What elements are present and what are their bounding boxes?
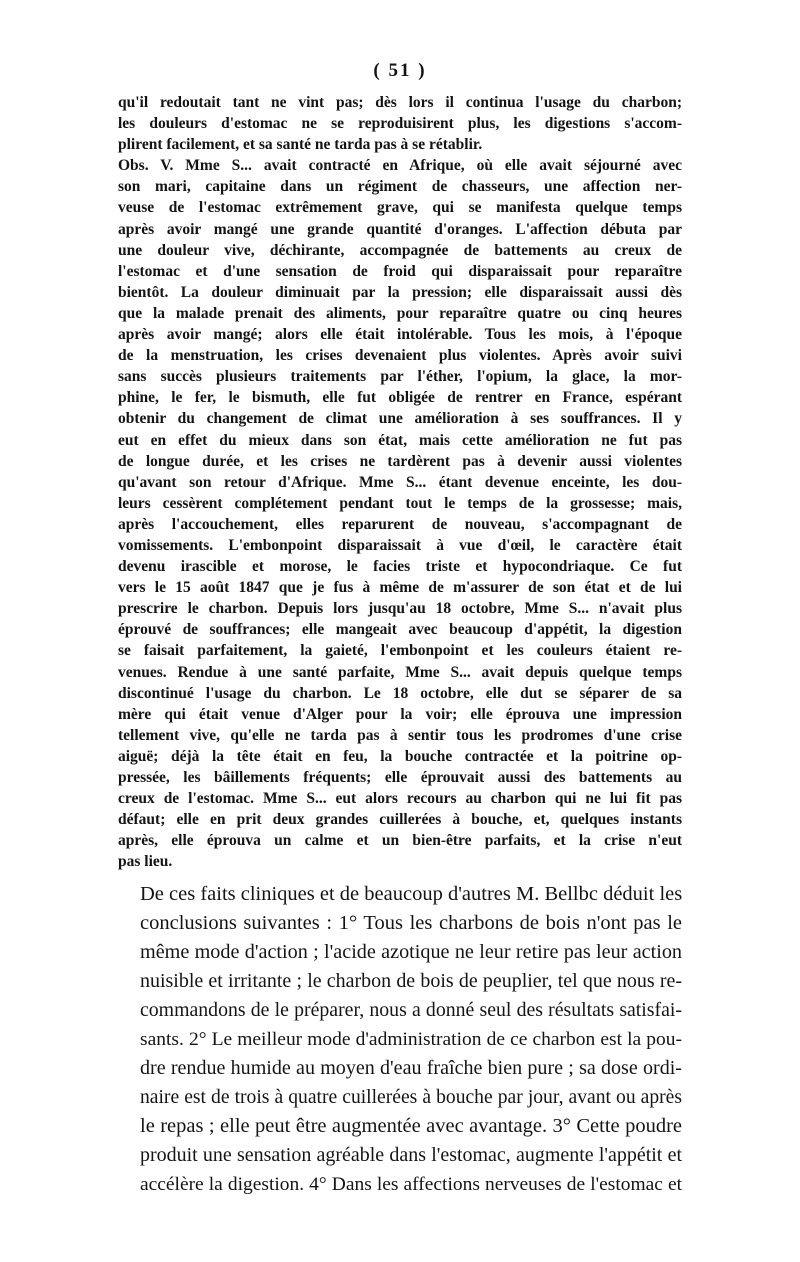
text-line: sans succès plusieurs traitements par l'éther, l'opium, la glace, la mor- bbox=[118, 368, 682, 386]
text-line: de longue durée, et les crises ne tardèrent pas à devenir aussi violentes bbox=[118, 452, 682, 470]
text-line: mère qui était venue d'Alger pour la voir; elle éprouva une impression bbox=[118, 705, 682, 723]
text-line: sants. 2° Le meilleur mode d'administration de ce charbon est la pou- bbox=[140, 1029, 682, 1051]
text-line: nuisible et irritante ; le charbon de bois de peuplier, tel que nous re- bbox=[140, 970, 682, 993]
text-line: devenu irascible et morose, le facies triste et hypocondriaque. Ce fut bbox=[118, 558, 682, 576]
text-line: qu'il redoutait tant ne vint pas; dès lors il continua l'usage du charbon; bbox=[118, 94, 682, 111]
text-line: vomissements. L'embonpoint disparaissait à vue d'œil, le caractère était bbox=[118, 536, 682, 554]
text-line: conclusions suivantes : 1° Tous les charbons de bois n'ont pas le bbox=[140, 912, 682, 935]
observation-paragraph bbox=[118, 155, 682, 872]
text-line: eut en effet du mieux dans son état, mais cette amélioration ne fut pas bbox=[118, 431, 682, 449]
text-line: tellement vive, qu'elle ne tarda pas à sentir tous les prodromes d'une crise bbox=[118, 726, 682, 744]
text-line: après, elle éprouva un calme et un bien-être parfaits, et la crise n'eut bbox=[118, 832, 682, 850]
book-page bbox=[118, 56, 682, 1199]
text-line: même mode d'action ; l'acide azotique ne leur retire pas leur action bbox=[140, 941, 682, 964]
page-number: ( 51 ) bbox=[373, 60, 427, 81]
main-text-block bbox=[118, 880, 682, 1199]
text-line: que la malade prenait des aliments, pour reparaître quatre ou cinq heures bbox=[118, 304, 682, 322]
text-line: son mari, capitaine dans un régiment de chasseurs, une affection ner- bbox=[118, 178, 682, 196]
text-line: phine, le fer, le bismuth, elle fut obligée de rentrer en France, espérant bbox=[118, 389, 682, 407]
text-line: produit une sensation agréable dans l'estomac, augmente l'appétit et bbox=[140, 1144, 682, 1167]
text-line: plirent facilement, et sa santé ne tarda pas à se rétablir. bbox=[118, 136, 483, 154]
text-line: pas lieu. bbox=[118, 853, 173, 871]
text-line: bientôt. La douleur diminuait par la pression; elle disparaissait aussi dès bbox=[118, 283, 682, 301]
text-line: prescrire le charbon. Depuis lors jusqu'au 18 octobre, Mme S... n'avait plus bbox=[118, 600, 682, 618]
text-line: accélère la digestion. 4° Dans les affections nerveuses de l'estomac et bbox=[140, 1174, 682, 1196]
text-line: pressée, les bâillements fréquents; elle éprouvait aussi des battements au bbox=[118, 769, 682, 786]
text-line: se faisait parfaitement, la gaieté, l'embonpoint et les couleurs étaient re- bbox=[118, 642, 682, 660]
text-line: une douleur vive, déchirante, accompagnée de battements au creux de bbox=[118, 241, 682, 259]
text-line: vers le 15 août 1847 que je fus à même de m'assurer de son état et de lui bbox=[118, 579, 682, 597]
text-line: défaut; elle en prit deux grandes cuillerées à bouche, et, quelques instants bbox=[118, 811, 682, 829]
paragraph-continuation bbox=[118, 92, 682, 155]
text-line: qu'avant son retour d'Afrique. Mme S... étant devenue enceinte, les dou- bbox=[118, 473, 682, 491]
text-line: les douleurs d'estomac ne se reproduisirent plus, les digestions s'accom- bbox=[118, 115, 682, 133]
text-line: après l'accouchement, elles reparurent de nouveau, s'accompagnant de bbox=[118, 515, 682, 533]
text-line: après avoir mangé; alors elle était intolérable. Tous les mois, à l'époque bbox=[118, 326, 682, 344]
observation-text-block bbox=[118, 92, 682, 872]
text-line: veuse de l'estomac extrêmement grave, qui se manifesta quelque temps bbox=[118, 199, 682, 217]
text-line: obtenir du changement de climat une amélioration à ses souffrances. Il y bbox=[118, 410, 682, 428]
text-line: aiguë; déjà la tête était en feu, la bouche contractée et la poitrine op- bbox=[118, 747, 682, 765]
text-line: après avoir mangé une grande quantité d'oranges. L'affection débuta par bbox=[118, 220, 682, 238]
text-line: commandons de le préparer, nous a donné seul des résultats satisfai- bbox=[140, 999, 682, 1022]
text-line: discontinué l'usage du charbon. Le 18 octobre, elle dut se séparer de sa bbox=[118, 684, 682, 702]
text-line: De ces faits cliniques et de beaucoup d'autres M. Bellbc déduit les bbox=[140, 883, 683, 906]
text-line: le repas ; elle peut être augmentée avec avantage. 3° Cette poudre bbox=[140, 1115, 682, 1138]
text-line: dre rendue humide au moyen d'eau fraîche bien pure ; sa dose ordi- bbox=[140, 1057, 682, 1080]
text-line: éprouvé de souffrances; elle mangeait avec beaucoup d'appétit, la digestion bbox=[118, 621, 682, 639]
text-line: naire est de trois à quatre cuillerées à bouche par jour, avant ou après bbox=[140, 1087, 682, 1109]
text-line: l'estomac et d'une sensation de froid qui disparaissait pour reparaître bbox=[118, 262, 682, 280]
text-line: de la menstruation, les crises devenaient plus violentes. Après avoir suivi bbox=[118, 347, 682, 365]
text-line: creux de l'estomac. Mme S... eut alors recours au charbon qui ne lui fit pas bbox=[118, 790, 682, 808]
main-paragraph bbox=[118, 880, 682, 1199]
text-line: Obs. V. Mme S... avait contracté en Afrique, où elle avait séjourné avec bbox=[118, 157, 682, 175]
text-line: venues. Rendue à une santé parfaite, Mme S... avait depuis quelque temps bbox=[118, 663, 682, 681]
text-line: leurs cessèrent complétement pendant tout le temps de la grossesse; mais, bbox=[118, 494, 682, 512]
